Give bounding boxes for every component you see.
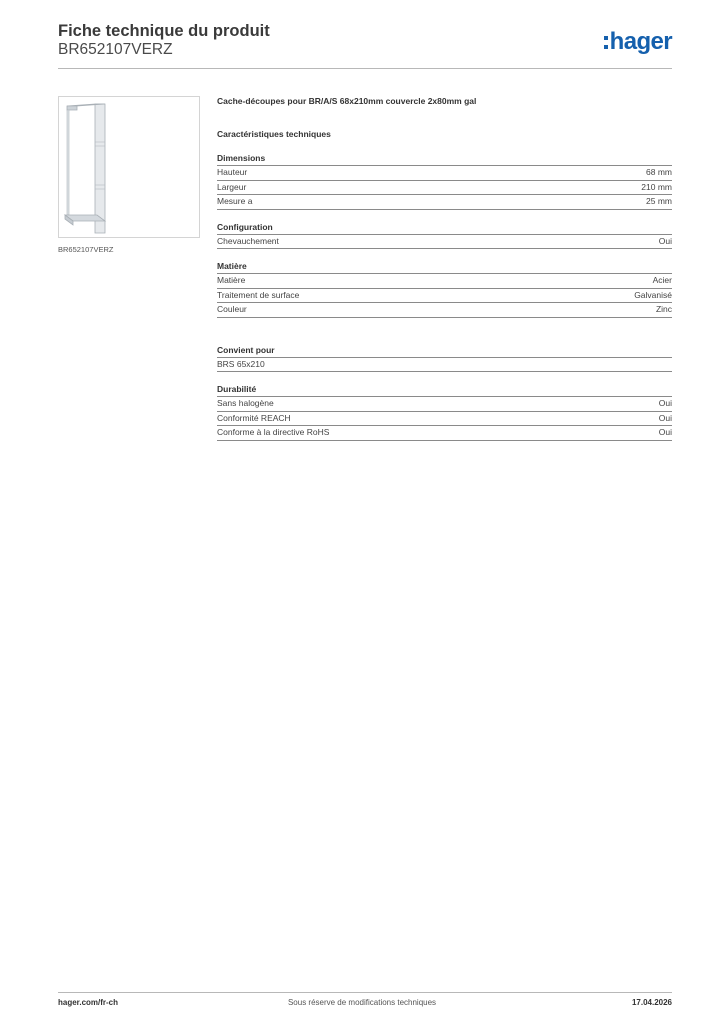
product-image-frame xyxy=(58,96,200,238)
hager-logo xyxy=(604,28,672,56)
product-image xyxy=(59,97,199,237)
spec-value: 25 mm xyxy=(646,196,672,206)
group-title: Convient pour xyxy=(217,344,672,358)
product-details xyxy=(217,95,672,441)
spec-value: Oui xyxy=(658,235,672,246)
logo-colon-icon xyxy=(604,36,608,49)
spec-label: Chevauchement xyxy=(217,235,279,246)
spec-label: BRS 65x210 xyxy=(217,358,265,369)
spec-label: Conformité REACH xyxy=(217,412,291,423)
spec-row xyxy=(217,274,672,289)
spec-row xyxy=(217,166,672,181)
spec-label: Couleur xyxy=(217,304,247,314)
page-header xyxy=(58,20,672,70)
spec-label: Matière xyxy=(217,275,246,285)
spec-row xyxy=(217,235,672,250)
group-dimensions xyxy=(217,152,672,210)
image-caption: BR652107VERZ xyxy=(58,245,114,254)
group-compatible-with xyxy=(217,344,672,373)
spec-value: Galvanisé xyxy=(634,289,672,300)
group-title: Configuration xyxy=(217,221,672,235)
spec-label: Mesure a xyxy=(217,196,253,206)
group-configuration xyxy=(217,221,672,250)
spec-value: Zinc xyxy=(655,304,672,314)
spec-value: Oui xyxy=(658,412,672,423)
footer-divider xyxy=(58,992,672,993)
spec-label: Conforme à la directive RoHS xyxy=(217,427,330,437)
spec-row xyxy=(217,412,672,427)
footer-date: 17.04.2026 xyxy=(631,998,672,1007)
header-divider xyxy=(58,68,672,69)
product-reference: BR652107VERZ xyxy=(58,41,173,58)
spec-row xyxy=(217,358,672,373)
group-material xyxy=(217,260,672,318)
spec-label: Traitement de surface xyxy=(217,289,300,300)
spec-value: Oui xyxy=(658,427,672,437)
spec-value: 210 mm xyxy=(641,181,672,192)
spec-value: Acier xyxy=(652,275,672,285)
footer-website-link[interactable]: hager.com/fr-ch xyxy=(58,998,119,1007)
group-title: Matière xyxy=(217,260,672,274)
section-heading: Caractéristiques techniques xyxy=(217,129,331,139)
spec-label: Sans halogène xyxy=(217,398,274,408)
spec-label: Hauteur xyxy=(217,167,248,177)
page-title: Fiche technique du produit xyxy=(58,22,270,40)
spec-row xyxy=(217,195,672,210)
logo-text: hager xyxy=(609,28,672,55)
group-sustainability xyxy=(217,383,672,441)
group-title: Dimensions xyxy=(217,152,672,166)
footer-notice: Sous réserve de modifications techniques xyxy=(287,998,437,1007)
product-title: Cache-découpes pour BR/A/S 68x210mm couvercle 2x80mm gal xyxy=(217,96,477,106)
spec-label: Largeur xyxy=(217,181,247,192)
spec-row xyxy=(217,303,672,318)
spec-value: 68 mm xyxy=(646,167,672,177)
spec-row xyxy=(217,426,672,441)
spec-value: Oui xyxy=(658,398,672,408)
spec-row xyxy=(217,289,672,304)
group-title: Durabilité xyxy=(217,383,672,397)
spec-row xyxy=(217,181,672,196)
spec-row xyxy=(217,397,672,412)
